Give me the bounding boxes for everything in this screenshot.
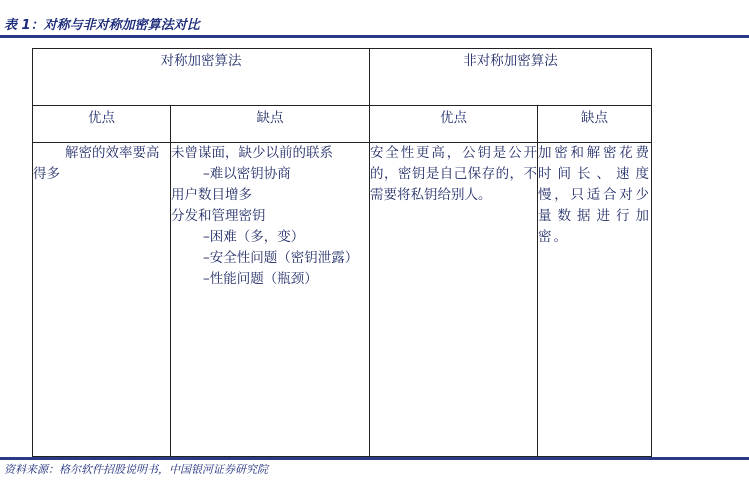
sym-cons-line: –安全性问题（密钥泄露） — [203, 250, 359, 266]
asym-pros-cell — [370, 143, 538, 457]
sym-cons-line: –困难（多，变） — [203, 229, 305, 245]
symmetric-header: 对称加密算法 — [33, 49, 370, 106]
table-caption: 表 1：对称与非对称加密算法对比 — [4, 18, 200, 33]
sym-cons-header: 缺点 — [171, 106, 370, 143]
asym-pros-text: 安全性更高，公钥是公开的，密钥是自己保存的，不需要将私钥给别人。 — [370, 145, 537, 203]
asymmetric-header: 非对称加密算法 — [370, 49, 652, 106]
sym-cons-line: 未曾谋面，缺少以前的联系 — [171, 145, 333, 161]
source-note: 资料来源：格尔软件招股说明书，中国银河证券研究院 — [4, 463, 268, 476]
comparison-table — [32, 48, 652, 457]
sym-cons-line: 分发和管理密钥 — [171, 208, 266, 224]
sym-pros-header: 优点 — [33, 106, 171, 143]
top-rule — [0, 35, 749, 38]
sym-pros-cell — [33, 143, 171, 457]
sym-cons-cell — [171, 143, 370, 457]
asym-cons-header: 缺点 — [538, 106, 652, 143]
table-header-row — [33, 49, 652, 106]
sym-cons-line: –性能问题（瓶颈） — [203, 271, 318, 287]
asym-cons-text: 加密和解密花费时间长、速度慢，只适合对少量数据进行加密。 — [538, 145, 651, 245]
sym-cons-line: –难以密钥协商 — [203, 166, 291, 182]
sym-cons-line: 用户数目增多 — [171, 187, 252, 203]
table-body-row — [33, 143, 652, 457]
asym-cons-cell — [538, 143, 652, 457]
table-subheader-row — [33, 106, 652, 143]
bottom-rule — [0, 457, 749, 460]
sym-pros-text: 解密的效率要高得多 — [33, 145, 160, 182]
asym-pros-header: 优点 — [370, 106, 538, 143]
